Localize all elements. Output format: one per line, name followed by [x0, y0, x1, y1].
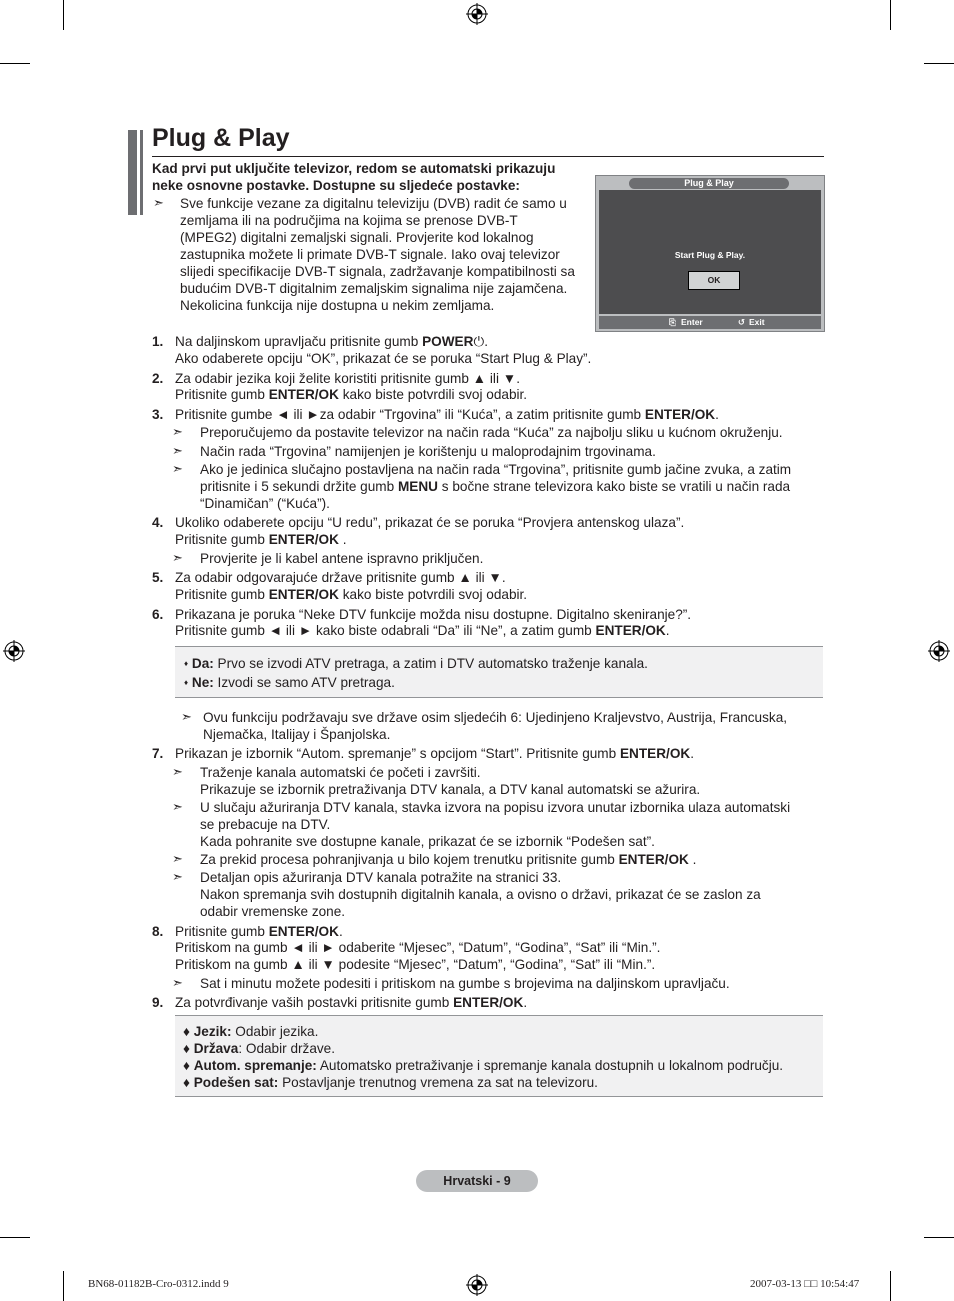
- step-6-note-2: Njemačka, Italijay i Španjolska.: [203, 727, 391, 742]
- step-number: 1.: [152, 334, 164, 349]
- step-7-note-3: Za prekid procesa pohranjivanja u bilo kojem trenutku pritisnite gumb ENTER/OK .: [200, 852, 697, 867]
- crop-mark: [63, 1271, 64, 1301]
- note-arrow-icon: ➣: [172, 851, 183, 866]
- step-number: 7.: [152, 746, 164, 761]
- summary-jezik: ♦ Jezik: Odabir jezika.: [183, 1024, 319, 1039]
- step-2-line-2: Pritisnite gumb ENTER/OK kako biste potvrdili svoj odabir.: [175, 387, 528, 402]
- summary-box: [175, 1015, 823, 1097]
- step-3-note-1: Preporučujemo da postavite televizor na način rada “Kuća” za najbolju sliku u kućnom okruženju.: [200, 425, 783, 440]
- note-arrow-icon: ➣: [172, 764, 183, 779]
- exit-label: Exit: [749, 317, 765, 327]
- step-7-note-4b: Nakon spremanja svih dostupnih digitalnih kanala, a ovisno o državi, prikazat će se zaslon za: [200, 887, 761, 902]
- screen-title: Plug & Play: [629, 178, 789, 189]
- step-6-note-1: Ovu funkciju podržavaju sve države osim sljedećih 6: Ujedinjeno Kraljevstvo, Austrija, Francuska,: [203, 710, 788, 725]
- crop-mark: [890, 0, 891, 30]
- step-number: 8.: [152, 924, 164, 939]
- note-arrow-icon: ➣: [172, 869, 183, 884]
- enter-label: Enter: [681, 317, 703, 327]
- step-8-line-1: Pritisnite gumb ENTER/OK.: [175, 924, 343, 939]
- bullet-icon: ♦: [183, 1058, 190, 1073]
- step-number: 3.: [152, 407, 164, 422]
- note-arrow-icon: ➣: [172, 443, 183, 458]
- section-bar: [128, 130, 137, 215]
- step-5-line-2: Pritisnite gumb ENTER/OK kako biste potvrdili svoj odabir.: [175, 587, 528, 602]
- enter-icon: ⎘: [669, 317, 676, 327]
- note-arrow-icon: ➣: [181, 709, 192, 724]
- step-8-line-3: Pritiskom na gumb ▲ ili ▼ podesite “Mjesec”, “Datum”, “Godina”, “Sat” ili “Min.”.: [175, 957, 656, 972]
- exit-icon: ↺: [738, 317, 746, 327]
- step-7-note-1b: Prikazuje se izbornik pretraživanja DTV kanala, a DTV kanal automatski se ažurira.: [200, 782, 701, 797]
- section-bar: [140, 130, 143, 215]
- step-7-note-4a: Detaljan opis ažuriranja DTV kanala potražite na stranici 33.: [200, 870, 562, 885]
- option-ne: ♦ Ne: Izvodi se samo ATV pretraga.: [184, 675, 395, 690]
- step-4-line-1: Ukoliko odaberete opciju “U redu”, prikazat će se poruka “Provjera antenskog ulaza”.: [175, 515, 685, 530]
- step-3-note-3b: pritisnite i 5 sekundi držite gumb MENU s bočne strane televizora kako biste se vratili u način rada: [200, 479, 791, 494]
- registration-mark-icon: [3, 640, 25, 662]
- crop-mark: [924, 1237, 954, 1238]
- note-arrow-icon: ➣: [172, 461, 183, 476]
- registration-mark-icon: [928, 640, 950, 662]
- step-3-line-1: Pritisnite gumbe ◄ ili ►za odabir “Trgovina” ili “Kuća”, a zatim pritisnite gumb ENTER/OK.: [175, 407, 719, 422]
- step-9-line-1: Za potvrđivanje vaših postavki pritisnite gumb ENTER/OK.: [175, 995, 528, 1010]
- step-4-note-1: Provjerite je li kabel antene ispravno priključen.: [200, 551, 484, 566]
- title-rule: [152, 156, 824, 157]
- bullet-icon: ♦: [184, 678, 189, 687]
- summary-autom-spremanje: ♦ Autom. spremanje: Automatsko pretraživanje i spremanje kanala dostupnih u lokalnom području.: [183, 1058, 784, 1073]
- summary-drzava: ♦ Država: Odabir države.: [183, 1041, 336, 1056]
- step-7-note-2a: U slučaju ažuriranja DTV kanala, stavka izvora na popisu izvora unutar izbornika ulaza automatski: [200, 800, 791, 815]
- step-3-note-3c: “Dinamičan” (“Kuća”).: [200, 496, 330, 511]
- step-8-note-1: Sat i minutu možete podesiti i pritiskom na gumbe s brojevima na daljinskom upravljaču.: [200, 976, 730, 991]
- tv-screen: [595, 175, 825, 332]
- note-arrow-icon: ➣: [172, 424, 183, 439]
- screen-body: [599, 190, 821, 314]
- step-4-line-2: Pritisnite gumb ENTER/OK .: [175, 532, 347, 547]
- step-3-note-3a: Ako je jedinica slučajno postavljena na način rada “Trgovina”, pritisnite gumb jačine zvuka, a zatim: [200, 462, 792, 477]
- step-7-note-2c: Kada pohranite sve dostupne kanale, prikazat će se izbornik “Podešen sat”.: [200, 834, 655, 849]
- crop-mark: [63, 0, 64, 30]
- option-da: ♦ Da: Prvo se izvodi ATV pretraga, a zatim i DTV automatsko traženje kanala.: [184, 656, 648, 671]
- step-6-line-1: Prikazana je poruka “Neke DTV funkcije možda nisu dostupne. Digitalno skeniranje?”.: [175, 607, 692, 622]
- intro-text: Kad prvi put uključite televizor, redom se automatski prikazuju neke osnovne postavke. Dostupne su sljedeće postavke:: [152, 161, 556, 193]
- step-number: 5.: [152, 570, 164, 585]
- screen-footer: [599, 316, 821, 329]
- options-box: [175, 646, 823, 698]
- power-icon: ⏻: [473, 334, 485, 349]
- file-name: BN68-01182B-Cro-0312.indd 9: [88, 1278, 229, 1290]
- step-number: 4.: [152, 515, 164, 530]
- registration-mark-icon: [466, 3, 488, 25]
- note-arrow-icon: ➣: [172, 550, 183, 565]
- bullet-icon: ♦: [183, 1041, 190, 1056]
- page-title: Plug & Play: [152, 124, 290, 152]
- screen-message: Start Plug & Play.: [674, 250, 746, 260]
- note-arrow-icon: ➣: [153, 195, 164, 210]
- crop-mark: [0, 1237, 30, 1238]
- step-number: 6.: [152, 607, 164, 622]
- step-number: 9.: [152, 995, 164, 1010]
- summary-podesen-sat: ♦ Podešen sat: Postavljanje trenutnog vremena za sat na televizoru.: [183, 1075, 598, 1090]
- bullet-icon: ♦: [183, 1075, 190, 1090]
- step-7-line-1: Prikazan je izbornik “Autom. spremanje” s opcijom “Start”. Pritisnite gumb ENTER/OK.: [175, 746, 695, 761]
- step-7-note-1a: Traženje kanala automatski će početi i završiti.: [200, 765, 481, 780]
- step-number: 2.: [152, 371, 164, 386]
- crop-mark: [924, 63, 954, 64]
- step-8-line-2: Pritiskom na gumb ◄ ili ► odaberite “Mjesec”, “Datum”, “Godina”, “Sat” ili “Min.”.: [175, 940, 661, 955]
- registration-mark-icon: [466, 1274, 488, 1296]
- step-5-line-1: Za odabir odgovarajuće države pritisnite gumb ▲ ili ▼.: [175, 570, 506, 585]
- note-arrow-icon: ➣: [172, 975, 183, 990]
- bullet-icon: ♦: [184, 659, 189, 668]
- step-3-note-2: Način rada “Trgovina” namijenjen je korištenju u maloprodajnim trgovinama.: [200, 444, 656, 459]
- step-1-line-1: Na daljinskom upravljaču pritisnite gumb POWER⏻.: [175, 334, 488, 349]
- crop-mark: [0, 63, 30, 64]
- step-1-line-2: Ako odaberete opciju “OK”, prikazat će se poruka “Start Plug & Play”.: [175, 351, 592, 366]
- step-2-line-1: Za odabir jezika koji želite koristiti pritisnite gumb ▲ ili ▼.: [175, 371, 520, 386]
- step-7-note-2b: se prebacuje na DTV.: [200, 817, 331, 832]
- note-arrow-icon: ➣: [172, 799, 183, 814]
- step-7-note-4c: odabir vremenske zone.: [200, 904, 346, 919]
- crop-mark: [890, 1271, 891, 1301]
- ok-button[interactable]: OK: [688, 271, 740, 290]
- intro-note: Sve funkcije vezane za digitalnu televiziju (DVB) radit će samo u zemljama ili na područjima na kojima se prenose DVB-T (MPEG2) digitalni zemaljski signali. Provjerite kod lokalnog zastupnika možete li primate DVB-T signale. Iako ovaj televizor slijedi specifikacije DVB-T signala, zadržavanje kompatibilnosti sa budućim DVB-T digitalnim zemaljskim signalima nije zajamčena. Nekolicina funkcija nije dostupna u nekim zemljama.: [180, 196, 575, 313]
- print-date: 2007-03-13 □□ 10:54:47: [750, 1278, 860, 1290]
- bullet-icon: ♦: [183, 1024, 190, 1039]
- page-number-badge: Hrvatski - 9: [416, 1170, 538, 1192]
- step-6-line-2: Pritisnite gumb ◄ ili ► kako biste odabrali “Da” ili “Ne”, a zatim gumb ENTER/OK.: [175, 623, 670, 638]
